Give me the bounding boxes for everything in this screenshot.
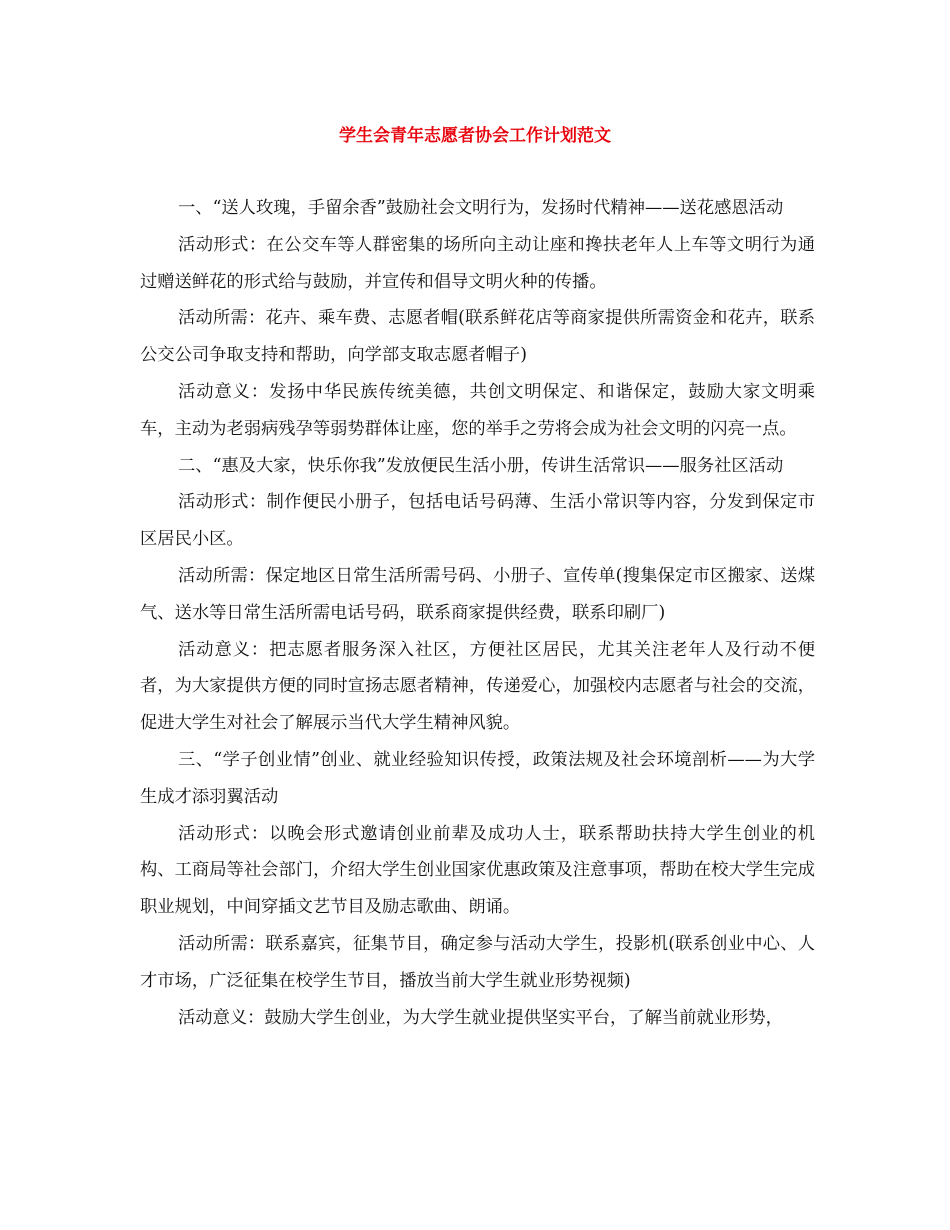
paragraph-activity-form-1: 活动形式：在公交车等人群密集的场所向主动让座和搀扶老年人上车等文明行为通过赠送鲜花的形式给与鼓励，并宣传和倡导文明火种的传播。 [140,234,815,292]
section-heading-3: 三、“学子创业情”创业、就业经验知识传授，政策法规及社会环境剖析——为大学生成才添羽翼活动 [140,749,815,807]
paragraph-activity-meaning-3: 活动意义：鼓励大学生创业，为大学生就业提供坚实平台，了解当前就业形势， [178,1007,783,1028]
paragraph-activity-form-3: 活动形式：以晚会形式邀请创业前辈及成功人士，联系帮助扶持大学生创业的机构、工商局等社会部门，介绍大学生创业国家优惠政策及注意事项，帮助在校大学生完成职业规划，中间穿插文艺节目及励志歌曲、朗诵。 [140,823,815,918]
document-title: 学生会青年志愿者协会工作计划范文 [339,126,611,146]
paragraph-activity-meaning-1: 活动意义：发扬中华民族传统美德，共创文明保定、和谐保定，鼓励大家文明乘车，主动为老弱病残孕等弱势群体让座，您的举手之劳将会成为社会文明的闪亮一点。 [140,381,815,439]
document-body [140,190,815,1036]
section-heading-2: 二、“惠及大家，快乐你我”发放便民生活小册，传讲生活常识——服务社区活动 [178,455,784,476]
paragraph-activity-needs-3: 活动所需：联系嘉宾，征集节目，确定参与活动大学生，投影机(联系创业中心、人才市场，广泛征集在校学生节目，播放当前大学生就业形势视频) [140,933,815,991]
paragraph-activity-needs-2: 活动所需：保定地区日常生活所需号码、小册子、宣传单(搜集保定市区搬家、送煤气、送水等日常生活所需电话号码，联系商家提供经费，联系印刷厂) [140,565,815,623]
paragraph-activity-needs-1: 活动所需：花卉、乘车费、志愿者帽(联系鲜花店等商家提供所需资金和花卉，联系公交公司争取支持和帮助，向学部支取志愿者帽子) [140,308,815,366]
section-heading-1: 一、“送人玫瑰，手留余香”鼓励社会文明行为，发扬时代精神——送花感恩活动 [178,198,784,218]
paragraph-activity-meaning-2: 活动意义：把志愿者服务深入社区，方便社区居民，尤其关注老年人及行动不便者，为大家提供方便的同时宣扬志愿者精神，传递爱心，加强校内志愿者与社会的交流，促进大学生对社会了解展示当代大学生精神风貌。 [140,639,815,734]
paragraph-activity-form-2: 活动形式：制作便民小册子，包括电话号码薄、生活小常识等内容，分发到保定市区居民小区。 [140,492,815,550]
